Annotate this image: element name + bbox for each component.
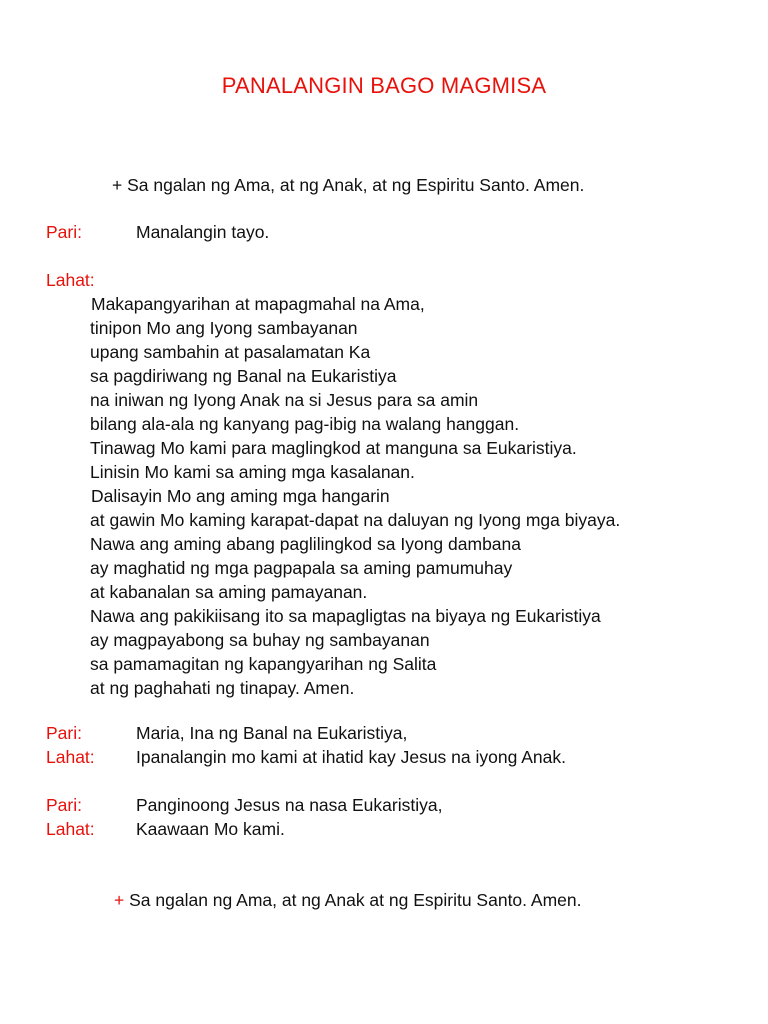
opening-cross: + [112,175,123,195]
pari-text-1: Manalangin tayo. [136,222,270,242]
prayer-line: ay magpayabong sa buhay ng sambayanan [90,630,430,650]
prayer-line: Nawa ang aming abang paglilingkod sa Iyong dambana [90,534,521,554]
prayer-line: bilang ala-ala ng kanyang pag-ibig na walang hanggan. [90,414,520,434]
lahat-label-3: Lahat: [46,819,95,839]
lahat-label-2: Lahat: [46,747,95,767]
pari-label-1: Pari: [46,222,82,242]
prayer-line: sa pamamagitan ng kapangyarihan ng Salita [90,654,437,674]
pari-text-2: Maria, Ina ng Banal na Eukaristiya, [136,723,408,743]
pari-label-3: Pari: [46,795,82,815]
pari-text-3: Panginoong Jesus na nasa Eukaristiya, [136,795,443,815]
prayer-line: Tinawag Mo kami para maglingkod at manguna sa Eukaristiya. [90,438,577,458]
prayer-line: Nawa ang pakikiisang ito sa mapagligtas na biyaya ng Eukaristiya [90,606,601,626]
closing-sign-of-cross [114,889,582,911]
prayer-line: at gawin Mo kaming karapat-dapat na daluyan ng Iyong mga biyaya. [90,510,621,530]
pari-label-2: Pari: [46,723,82,743]
prayer-line: na iniwan ng Iyong Anak na si Jesus para sa amin [90,390,479,410]
opening-sign-of-cross [112,174,584,196]
opening-text: Sa ngalan ng Ama, at ng Anak, at ng Espiritu Santo. Amen. [127,175,585,195]
closing-text: Sa ngalan ng Ama, at ng Anak at ng Espiritu Santo. Amen. [129,890,582,910]
prayer-line: tinipon Mo ang Iyong sambayanan [90,318,358,338]
prayer-line: at kabanalan sa aming pamayanan. [90,582,368,602]
lahat-label-prayer: Lahat: [46,270,95,290]
prayer-line: Makapangyarihan at mapagmahal na Ama, [91,294,425,314]
prayer-line: at ng paghahati ng tinapay. Amen. [90,678,355,698]
prayer-line: Dalisayin Mo ang aming mga hangarin [91,486,390,506]
closing-cross: + [114,890,125,910]
lahat-text-2: Ipanalangin mo kami at ihatid kay Jesus na iyong Anak. [136,747,566,767]
prayer-line: upang sambahin at pasalamatan Ka [90,342,371,362]
prayer-line: sa pagdiriwang ng Banal na Eukaristiya [90,366,397,386]
document-title: PANALANGIN BAGO MAGMISA [221,73,547,98]
prayer-line: Linisin Mo kami sa aming mga kasalanan. [90,462,415,482]
prayer-line: ay maghatid ng mga pagpapala sa aming pamumuhay [90,558,513,578]
lahat-text-3: Kaawaan Mo kami. [136,819,285,839]
